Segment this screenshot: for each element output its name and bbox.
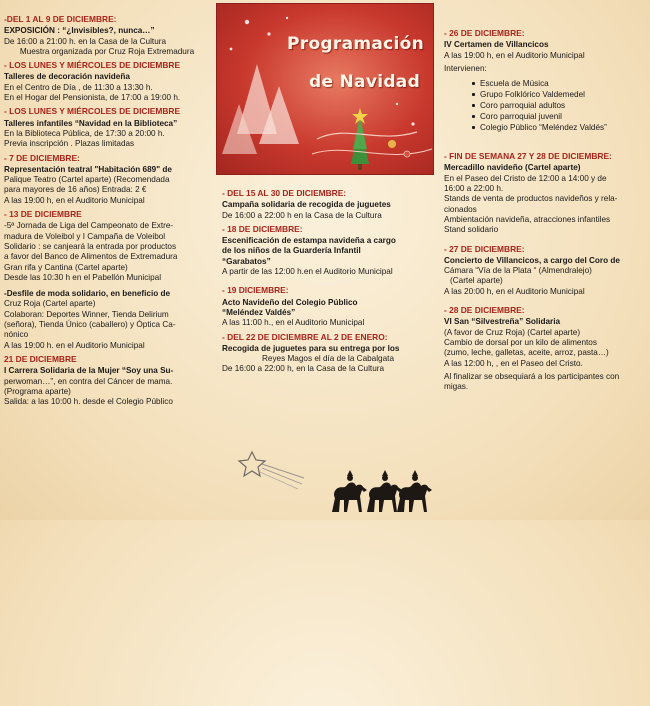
- event-title: Concierto de Villancicos, a cargo del Coro de: [444, 255, 620, 265]
- event-section: [222, 285, 434, 328]
- event-detail: En el Centro de Día , de 11:30 a 13:30 h.: [4, 82, 153, 92]
- section-header: -DEL 1 AL 9 DE DICIEMBRE:: [4, 14, 117, 24]
- event-detail: migas.: [444, 382, 469, 392]
- event-detail: Cambio de dorsal por un kilo de alimentos: [444, 337, 597, 347]
- event-section: [4, 14, 210, 57]
- event-detail: Salida: a las 10:00 h. desde el Colegio Público: [4, 397, 173, 407]
- event-title: EXPOSICIÓN : “¿Invisibles?, nunca…”: [4, 26, 155, 36]
- section-header: - FIN DE SEMANA 27 Y 28 DE DICIEMBRE:: [444, 151, 612, 162]
- list-item: Colegio Público “Meléndez Valdés”: [472, 122, 648, 133]
- event-title: Campaña solidaria de recogida de juguetes: [222, 200, 391, 210]
- camel-icon: [397, 470, 432, 512]
- event-title: Talleres infantiles “Navidad en la Biblioteca”: [4, 118, 178, 128]
- event-detail: “Meléndez Valdés”: [222, 307, 296, 317]
- event-detail: Colaboran: Deportes Winner, Tienda Delirium: [4, 309, 169, 319]
- event-title: Mercadillo navideño (Cartel aparte): [444, 163, 581, 173]
- event-detail: A las 19:00 h, en el Auditorio Municipal: [4, 195, 145, 205]
- camel-icon: [367, 470, 402, 512]
- event-section: [222, 224, 434, 277]
- event-detail: En el Hogar del Pensionista, de 17:00 a 19:00 h.: [4, 93, 181, 103]
- event-detail: Cruz Roja (Cartel aparte): [4, 299, 96, 309]
- event-detail: Desde las 10:30 h en el Pabellón Municipal: [4, 272, 162, 282]
- event-detail: Palique Teatro (Cartel aparte) (Recomendada: [4, 175, 170, 185]
- section-header: - 28 DE DICIEMBRE:: [444, 305, 525, 316]
- section-header: - LOS LUNES Y MIÉRCOLES DE DICIEMBRE: [4, 60, 181, 71]
- event-detail: perwoman…”, en contra del Cáncer de mama.: [4, 376, 173, 386]
- event-section: [4, 60, 210, 103]
- event-title: I Carrera Solidaria de la Mujer “Soy una Su-: [4, 366, 174, 376]
- event-detail: De 16:00 a 21:00 h. en la Casa de la Cultura: [4, 36, 167, 46]
- event-section: [222, 188, 434, 221]
- event-detail: A las 12:00 h, , en el Paseo del Cristo.: [444, 358, 583, 368]
- event-detail: cionados: [444, 204, 477, 214]
- event-section: [222, 332, 434, 375]
- section-header: - 19 DICIEMBRE:: [222, 285, 289, 296]
- event-detail: (zumo, leche, galletas, aceite, arroz, pasta…): [444, 348, 609, 358]
- event-title: IV Certamen de Villancicos: [444, 40, 549, 50]
- event-detail: nónico: [4, 330, 29, 340]
- event-detail: Al finalizar se obsequiará a los participantes con: [444, 371, 620, 381]
- left-column: [4, 14, 210, 544]
- event-detail: madura de Voleibol y I Campaña de Voleibol: [4, 231, 166, 241]
- list-item: Grupo Folklórico Valdemedel: [472, 89, 648, 100]
- event-detail: Muestra organizada por Cruz Roja Extremadura: [19, 46, 195, 56]
- event-detail: En la Biblioteca Pública, de 17:30 a 20:00 h.: [4, 128, 165, 138]
- event-detail: De 16:00 a 22:00 h, en la Casa de la Cultura: [222, 364, 385, 374]
- event-detail: (señora), Tienda Único (caballero) y Óptica Ca-: [4, 320, 176, 330]
- participants-list: [472, 78, 648, 133]
- section-header: - 27 DE DICIEMBRE:: [444, 243, 525, 254]
- banner-title: Programación: [287, 34, 425, 54]
- event-detail: Solidario : se canjeará la entrada por productos: [4, 241, 177, 251]
- event-title: Talleres de decoración navideña: [4, 72, 130, 82]
- event-detail: De 16:00 a 22:00 h en la Casa de la Cultura: [222, 210, 382, 220]
- comet-star-icon: [239, 452, 304, 489]
- section-header: - 7 DE DICIEMBRE:: [4, 152, 80, 163]
- event-detail: para mayores de 16 años) Entrada: 2 €: [4, 185, 147, 195]
- event-detail: (Programa aparte): [4, 386, 71, 396]
- list-item: Escuela de Música: [472, 78, 648, 89]
- event-detail: A las 19:00 h. en el Auditorio Municipal: [4, 340, 145, 350]
- event-title: Escenificación de estampa navideña a cargo: [222, 236, 396, 246]
- section-header: - 18 DE DICIEMBRE:: [222, 223, 303, 234]
- event-detail: En el Paseo del Cristo de 12:00 a 14:00 y de: [444, 173, 607, 183]
- event-detail: A las 19:00 h, en el Auditorio Municipal: [444, 50, 585, 60]
- event-section: [4, 289, 210, 351]
- event-title: VI San “Silvestreña” Solidaria: [444, 317, 561, 327]
- event-section: [444, 305, 648, 392]
- event-title: -Desfile de moda solidario, en beneficio de: [4, 289, 171, 299]
- event-detail: Ambientación navideña, atracciones infantiles: [444, 214, 611, 224]
- list-item: Coro parroquial juvenil: [472, 111, 648, 122]
- event-detail: Stand solidario: [444, 225, 499, 235]
- right-column: [444, 22, 648, 542]
- event-title: Acto Navideño del Colegio Público: [222, 297, 358, 307]
- event-detail: Cámara “Vía de la Plata “ (Almendralejo): [444, 266, 592, 276]
- event-section: [4, 354, 210, 407]
- event-detail: Gran rifa y Cantina (Cartel aparte): [4, 262, 128, 272]
- event-detail: (A favor de Cruz Roja) (Cartel aparte): [444, 327, 581, 337]
- event-detail: Intervienen:: [444, 63, 487, 73]
- section-header: - 26 DE DICIEMBRE:: [444, 28, 525, 38]
- event-detail: “Garabatos”: [222, 256, 271, 266]
- section-header: 21 DE DICIEMBRE: [4, 353, 77, 364]
- banner-subtitle: de Navidad: [309, 72, 421, 92]
- event-section: [4, 209, 210, 283]
- event-title: Recogida de juguetes para su entrega por los: [222, 343, 400, 353]
- event-detail: Reyes Magos el día de la Cabalgata: [262, 354, 394, 364]
- event-detail: A las 20:00 h, en el Auditorio Municipal: [444, 286, 585, 296]
- event-detail: A las 11:00 h., en el Auditorio Municipal: [222, 318, 365, 328]
- event-section: [444, 244, 648, 297]
- event-detail: de los niños de la Guardería Infantil: [222, 246, 361, 256]
- event-detail: -5ª Jornada de Liga del Campeonato de Extre-: [4, 221, 174, 231]
- event-detail: 16:00 a 22:00 h.: [444, 184, 504, 194]
- camel-icon: [332, 470, 367, 512]
- event-section: [444, 28, 648, 133]
- event-section: [4, 106, 210, 149]
- section-header: - DEL 22 DE DICIEMBRE AL 2 DE ENERO:: [222, 331, 388, 342]
- event-section: [444, 151, 648, 235]
- three-kings-illustration-icon: [232, 434, 432, 520]
- header-banner: [216, 3, 434, 175]
- event-detail: (Cartel aparte): [450, 276, 503, 286]
- section-header: - 13 DE DICIEMBRE: [4, 209, 82, 220]
- event-title: Representación teatral "Habitación 689" de: [4, 164, 172, 174]
- event-section: [4, 153, 210, 206]
- event-detail: Previa inscripción . Plazas limitadas: [4, 139, 135, 149]
- event-detail: a favor del Banco de Alimentos de Extremadura: [4, 252, 178, 262]
- event-detail: A partir de las 12:00 h.en el Auditorio Municipal: [222, 267, 393, 277]
- list-item: Coro parroquial adultos: [472, 100, 648, 111]
- section-header: - DEL 15 AL 30 DE DICIEMBRE:: [222, 188, 347, 198]
- section-header: - LOS LUNES Y MIÉRCOLES DE DICIEMBRE: [4, 106, 181, 117]
- event-detail: Stands de venta de productos navideños y rela-: [444, 194, 618, 204]
